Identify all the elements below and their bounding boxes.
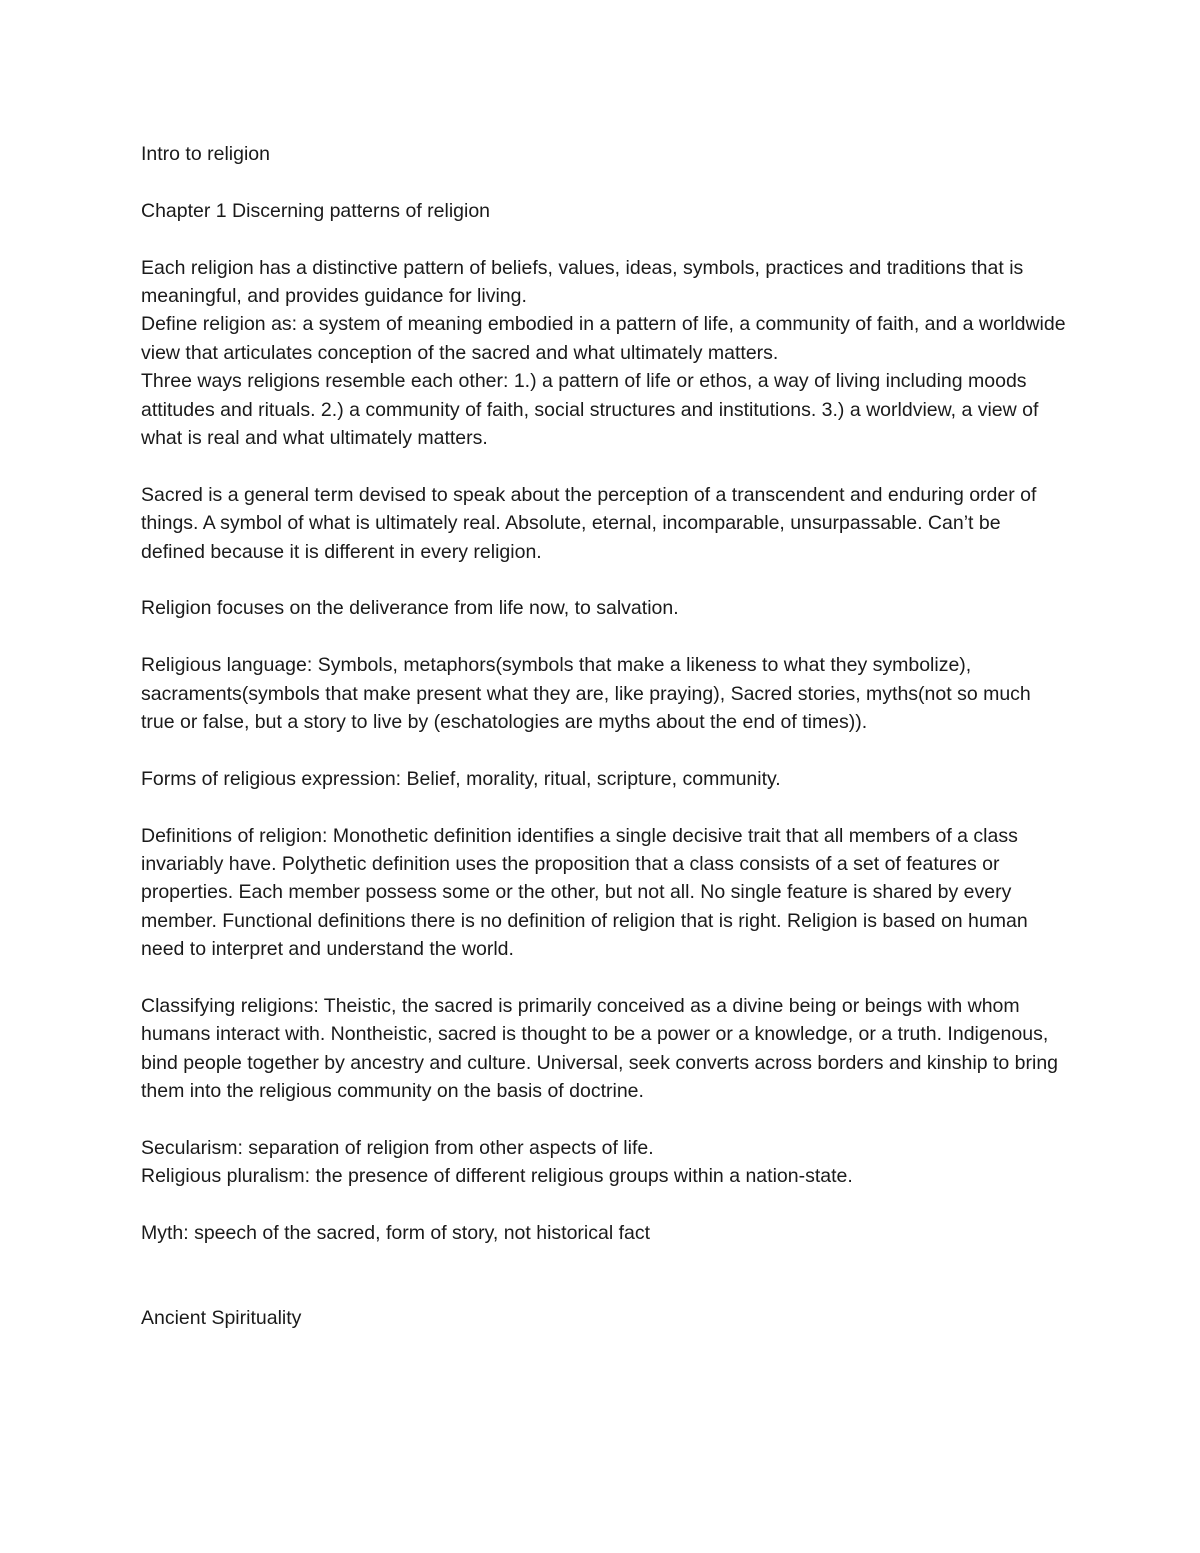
paragraph-forms: Forms of religious expression: Belief, morality, ritual, scripture, community. bbox=[141, 767, 781, 790]
paragraph-definitions: Definitions of religion: Monothetic definition identifies a single decisive trait that all members of a class invariably have. Polythetic definition uses the proposition that a class consists of a set of features or properties. Each member possess some or the other, but not all. No single feature is shared by every member. Functional definitions there is no definition of religion that is right. Religion is based on human need to interpret and understand the world. bbox=[141, 824, 1034, 961]
paragraph-secularism: Secularism: separation of religion from other aspects of life. bbox=[141, 1137, 654, 1160]
paragraph-pluralism: Religious pluralism: the presence of different religious groups within a nation-state. bbox=[141, 1165, 853, 1188]
paragraph-distinctive-pattern: Each religion has a distinctive pattern of beliefs, values, ideas, symbols, practices and traditions that is meaningful, and provides guidance for living. bbox=[141, 256, 1029, 307]
document-body bbox=[141, 140, 1071, 1333]
paragraph-three-ways: Three ways religions resemble each other: 1.) a pattern of life or ethos, a way of living including moods attitudes and rituals. 2.) a community of faith, social structures and institutions. 3.) a worldview, a view of what is real and what ultimately matters. bbox=[141, 370, 1044, 450]
paragraph-religious-language: Religious language: Symbols, metaphors(symbols that make a likeness to what they symbolize), sacraments(symbols that make present what they are, like praying), Sacred stories, myths(not so much true or false, but a story to live by (eschatologies are myths about the end of times)). bbox=[141, 654, 1037, 734]
paragraph-classifying: Classifying religions: Theistic, the sacred is primarily conceived as a divine being or beings with whom humans interact with. Nontheistic, sacred is thought to be a power or a knowledge, or a truth. Indigenous, bind people together by ancestry and culture. Universal, seek converts across borders and kinship to bring them into the religious community on the basis of doctrine. bbox=[141, 995, 1064, 1103]
section-heading-ancient-spirituality: Ancient Spirituality bbox=[141, 1307, 302, 1330]
paragraph-focus: Religion focuses on the deliverance from life now, to salvation. bbox=[141, 597, 679, 620]
paragraph-sacred: Sacred is a general term devised to speak about the perception of a transcendent and enduring order of things. A symbol of what is ultimately real. Absolute, eternal, incomparable, unsurpassable. Can’t be defined because it is different in every religion. bbox=[141, 483, 1042, 563]
chapter-heading: Chapter 1 Discerning patterns of religion bbox=[141, 199, 491, 222]
paragraph-define-religion: Define religion as: a system of meaning embodied in a pattern of life, a community of faith, and a worldwide view that articulates conception of the sacred and what ultimately matters. bbox=[141, 313, 1071, 364]
document-title: Intro to religion bbox=[141, 143, 270, 165]
paragraph-myth: Myth: speech of the sacred, form of story, not historical fact bbox=[141, 1222, 651, 1245]
